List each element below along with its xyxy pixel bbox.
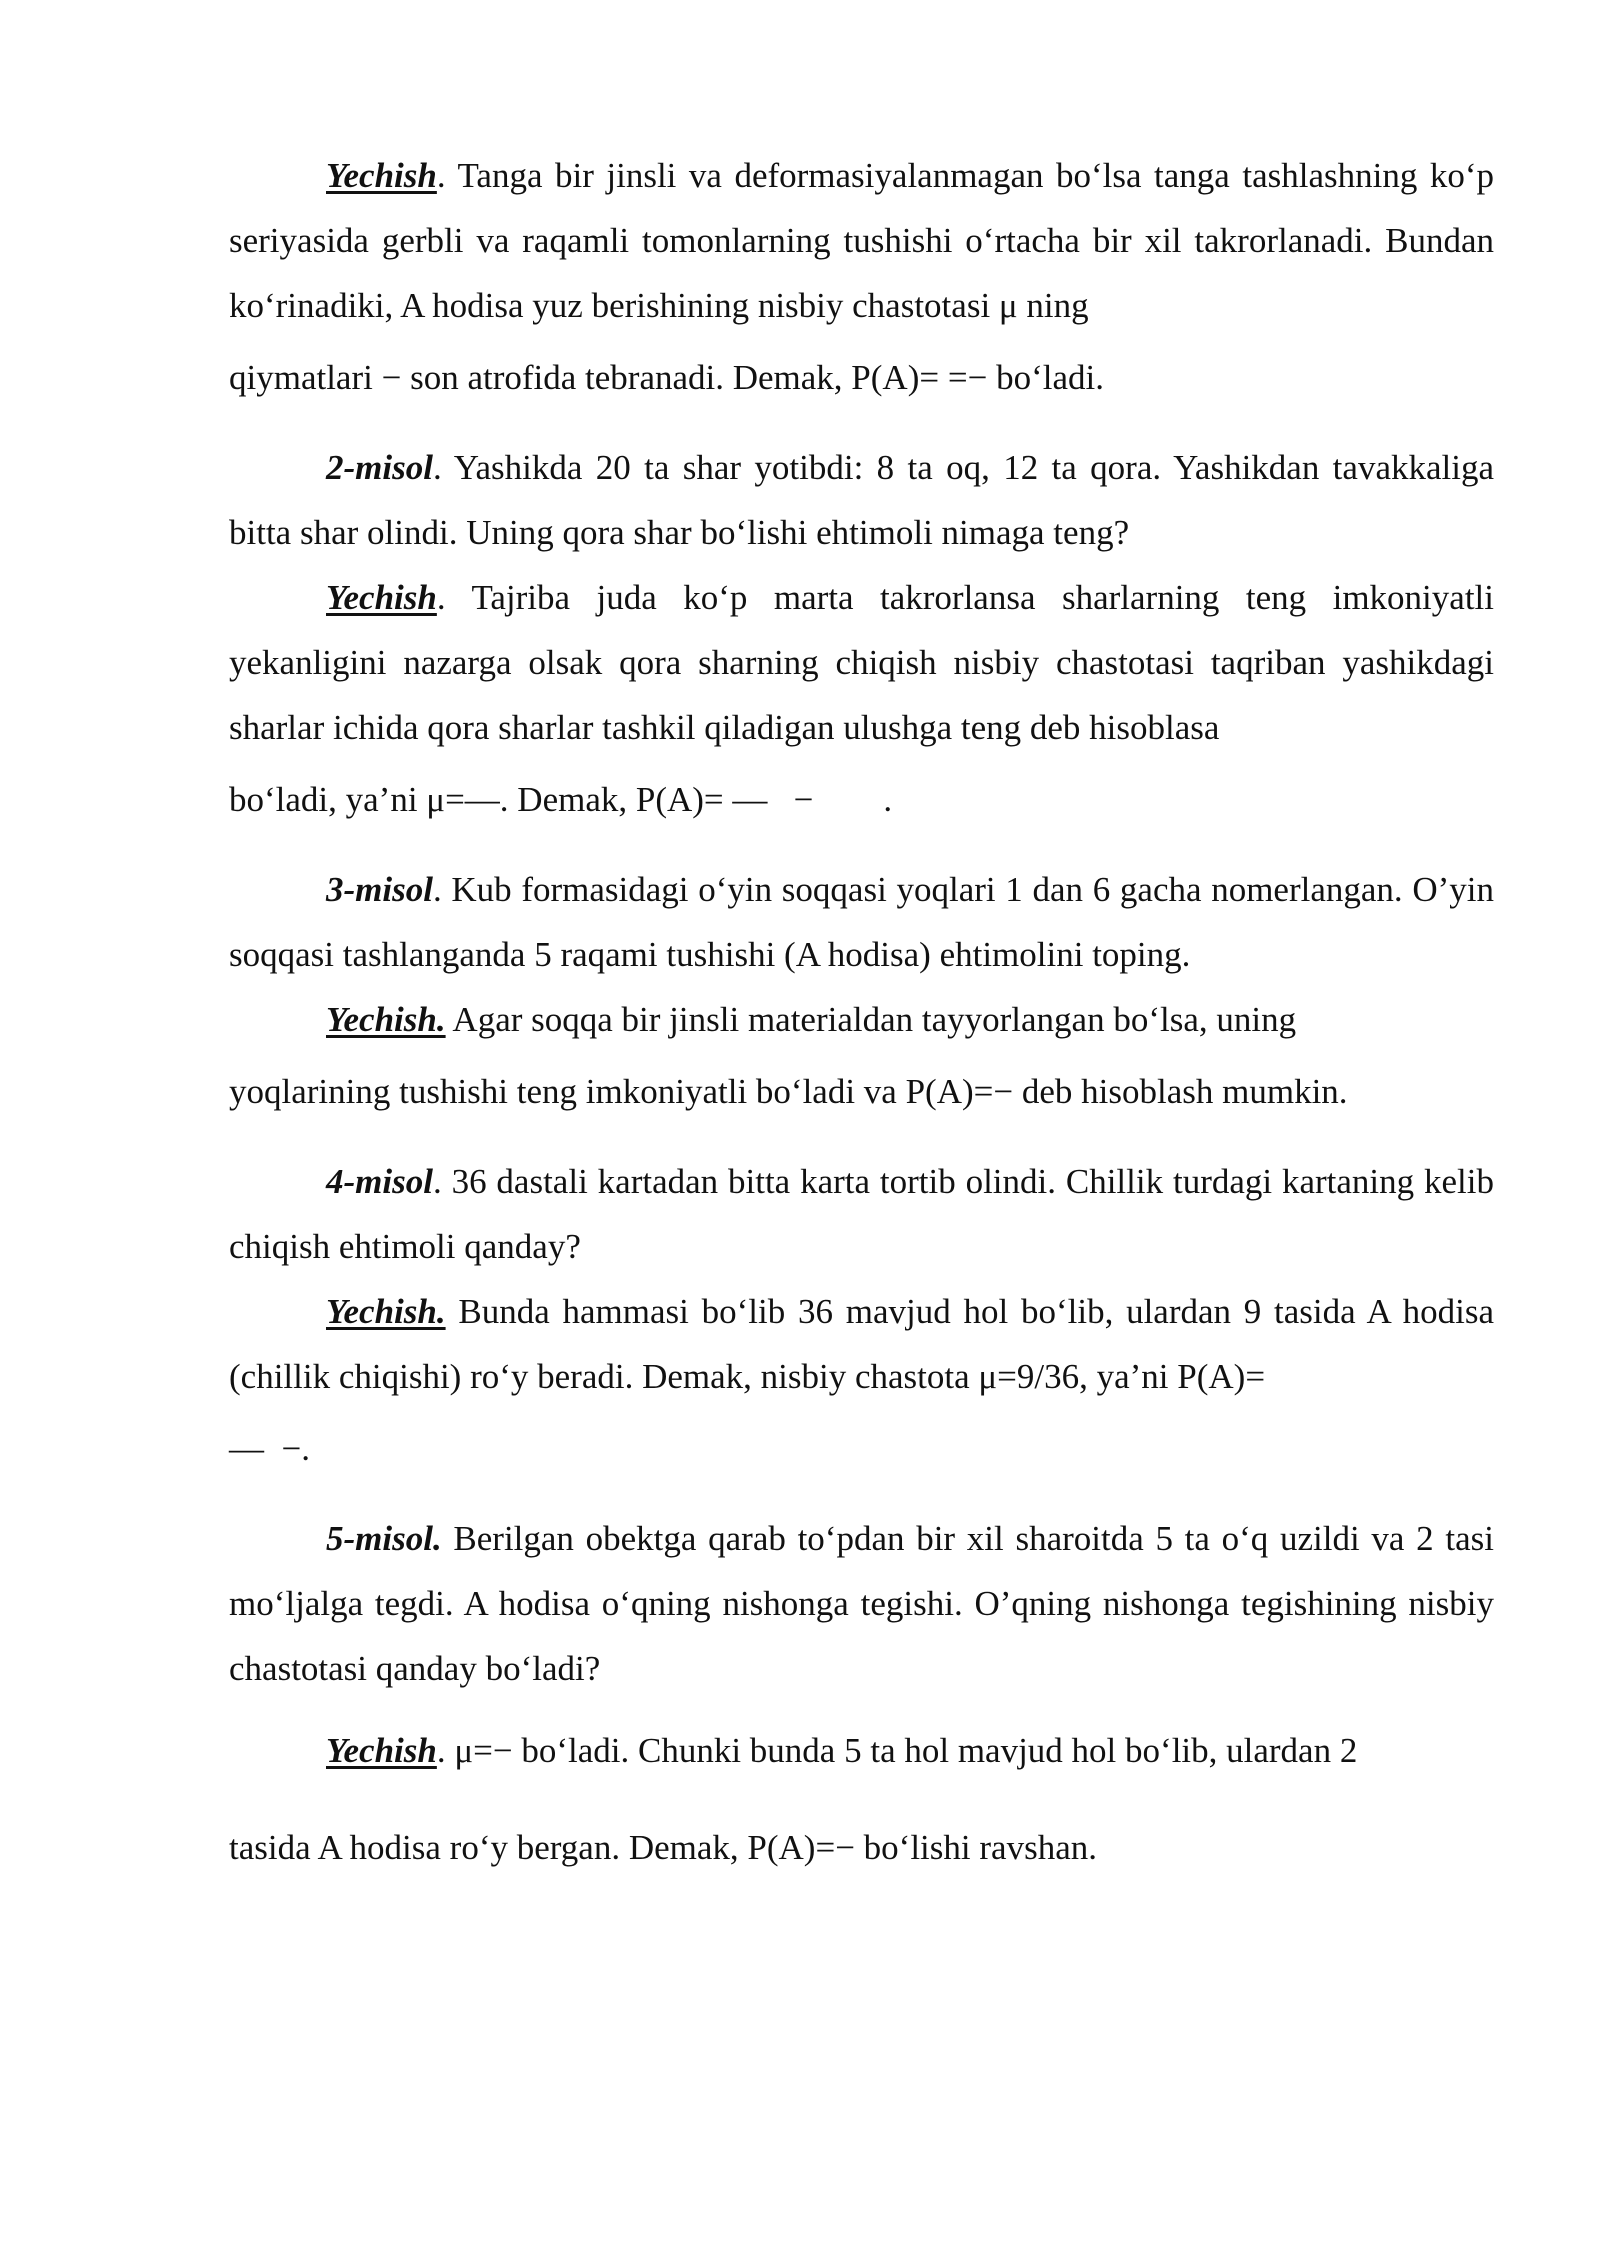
paragraph-text: . Kub formasidagi o‘yin soqqasi yoqlari 1 dan 6 gacha nomerlangan. O’yin soqqasi tashlanganda 5 raqami tushishi (A hodisa) ehtimolini toping. — [229, 870, 1494, 974]
paragraph-text: . 36 dastali kartadan bitta karta tortib olindi. Chillik turdagi kartaning kelib chiqish ehtimoli qanday? — [229, 1162, 1494, 1266]
paragraph-text: Berilgan obektga qarab to‘pdan bir xil sharoitda 5 ta o‘q uzildi va 2 tasi mo‘ljalga tegdi. A hodisa o‘qning nishonga tegishi. O’qning nishonga tegishining nisbiy chastotasi qanday bo‘ladi? — [229, 1519, 1494, 1688]
solution-heading: Yechish — [326, 578, 437, 617]
paragraph-text: . Yashikda 20 ta shar yotibdi: 8 ta oq, 12 ta qora. Yashikdan tavakkaliga bitta shar olindi. Uning qora shar bo‘lishi ehtimoli nimaga teng? — [229, 448, 1494, 552]
paragraph-text-line: tasida A hodisa ro‘y bergan. Demak, P(A)=− bo‘lishi ravshan. — [229, 1828, 1097, 1867]
solution-paragraph-2 — [229, 565, 1494, 840]
solution-paragraph-3 — [229, 987, 1494, 1132]
paragraph-text: . Tajriba juda ko‘p marta takrorlansa sharlarning teng imkoniyatli yekanligini nazarga olsak qora sharning chiqish nisbiy chastotasi taqriban yashikdagi sharlar ichida qora sharlar tashkil qiladigan ulushga teng deb hisoblasa — [229, 578, 1494, 747]
paragraph-text-line: — −. — [229, 1429, 310, 1468]
example-heading: 3-misol — [326, 870, 433, 909]
example-paragraph-2 — [229, 435, 1494, 565]
solution-heading: Yechish. — [326, 1000, 446, 1039]
example-paragraph-5 — [229, 1506, 1494, 1701]
example-heading: 5-misol. — [326, 1519, 442, 1558]
paragraph-text: . μ=− bo‘ladi. Chunki bunda 5 ta hol mavjud hol bo‘lib, ulardan 2 — [436, 1731, 1358, 1770]
solution-paragraph-5 — [229, 1718, 1494, 1913]
solution-heading: Yechish — [326, 156, 437, 195]
paragraph-text-line: bo‘ladi, ya’ni μ=—. Demak, P(A)= — − . — [229, 780, 893, 819]
paragraph-text: Agar soqqa bir jinsli materialdan tayyorlangan bo‘lsa, uning — [445, 1000, 1297, 1039]
solution-heading: Yechish — [326, 1731, 437, 1770]
example-heading: 4-misol — [326, 1162, 433, 1201]
example-paragraph-4 — [229, 1149, 1494, 1279]
paragraph-text-line: yoqlarining tushishi teng imkoniyatli bo‘ladi va P(A)=− deb hisoblash mumkin. — [229, 1072, 1348, 1111]
example-heading: 2-misol — [326, 448, 433, 487]
solution-heading: Yechish. — [326, 1292, 446, 1331]
solution-paragraph-1 — [229, 143, 1494, 418]
paragraph-text-line: qiymatlari − son atrofida tebranadi. Demak, P(A)= =− bo‘ladi. — [229, 358, 1104, 397]
example-paragraph-3 — [229, 857, 1494, 987]
paragraph-text: . Tanga bir jinsli va deformasiyalanmagan bo‘lsa tanga tashlashning ko‘p seriyasida gerbli va raqamli tomonlarning tushishi o‘rtacha bir xil takrorlanadi. Bundan ko‘rinadiki, A hodisa yuz berishining nisbiy chastotasi μ ning — [229, 156, 1494, 325]
paragraph-text: Bunda hammasi bo‘lib 36 mavjud hol bo‘lib, ulardan 9 tasida A hodisa (chillik chiqishi) ro‘y beradi. Demak, nisbiy chastota μ=9/36, ya’ni P(A)= — [229, 1292, 1494, 1396]
text-body — [229, 143, 1494, 1913]
solution-paragraph-4 — [229, 1279, 1494, 1489]
